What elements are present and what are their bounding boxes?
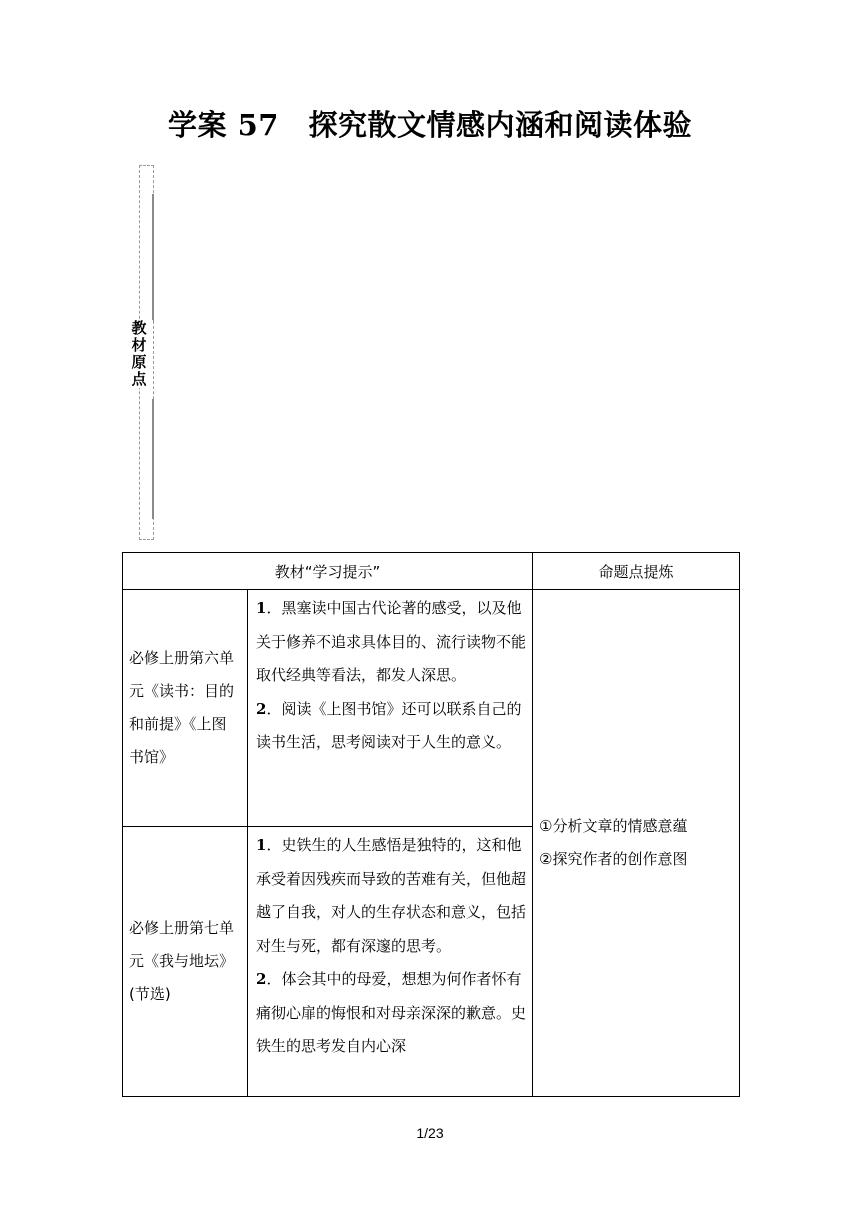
point-item: ①分析文章的情感意蕴 <box>539 817 688 835</box>
tip-text: ．史铁生的人生感悟是独特的，这和他承受着因残疾而导致的苦难有关，但他超越了自我，对人的生存状态和意义，包括对生与死，都有深邃的思考。 <box>256 836 527 955</box>
header-learning-tips: 教材“学习提示” <box>123 553 533 590</box>
tip-number: 1 <box>256 836 267 854</box>
table-row <box>123 590 740 827</box>
side-label <box>125 320 153 388</box>
side-label-char: 原 <box>131 353 147 371</box>
unit-cell: 必修上册第七单元《我与地坛》(节选) <box>123 827 248 1097</box>
tip-item <box>256 592 526 693</box>
tip-item <box>256 829 526 963</box>
side-label-char: 教 <box>131 319 147 337</box>
tip-number: 2 <box>256 970 267 988</box>
tips-cell <box>248 827 533 1097</box>
point-item: ②探究作者的创作意图 <box>539 850 688 868</box>
unit-cell: 必修上册第六单元《读书：目的和前提》《上图书馆》 <box>123 590 248 827</box>
tip-item <box>256 693 526 760</box>
side-label-char: 材 <box>131 336 147 354</box>
page-number: 1/23 <box>416 1125 444 1141</box>
tip-number: 1 <box>256 599 267 617</box>
side-divider-top <box>152 194 154 322</box>
header-key-points: 命题点提炼 <box>533 553 740 590</box>
textbook-table <box>122 552 740 1097</box>
tip-text: ．体会其中的母爱，想想为何作者怀有痛彻心扉的悔恨和对母亲深深的歉意。史铁生的思考发自内心深 <box>256 970 527 1055</box>
tip-text: ．黑塞读中国古代论著的感受，以及他关于修养不追求具体目的、流行读物不能取代经典等看法，都发人深思。 <box>256 599 527 684</box>
tip-number: 2 <box>256 699 267 718</box>
side-label-char: 点 <box>131 370 147 388</box>
points-cell <box>533 590 740 1097</box>
tip-text: ．阅读《上图书馆》还可以联系自己的读书生活，思考阅读对于人生的意义。 <box>256 699 522 751</box>
tip-item <box>256 963 526 1064</box>
page-title: 学案 57 探究散文情感内涵和阅读体验 <box>168 108 692 142</box>
side-divider-bottom <box>152 399 154 519</box>
table-header-row <box>123 553 740 590</box>
tips-cell <box>248 590 533 827</box>
